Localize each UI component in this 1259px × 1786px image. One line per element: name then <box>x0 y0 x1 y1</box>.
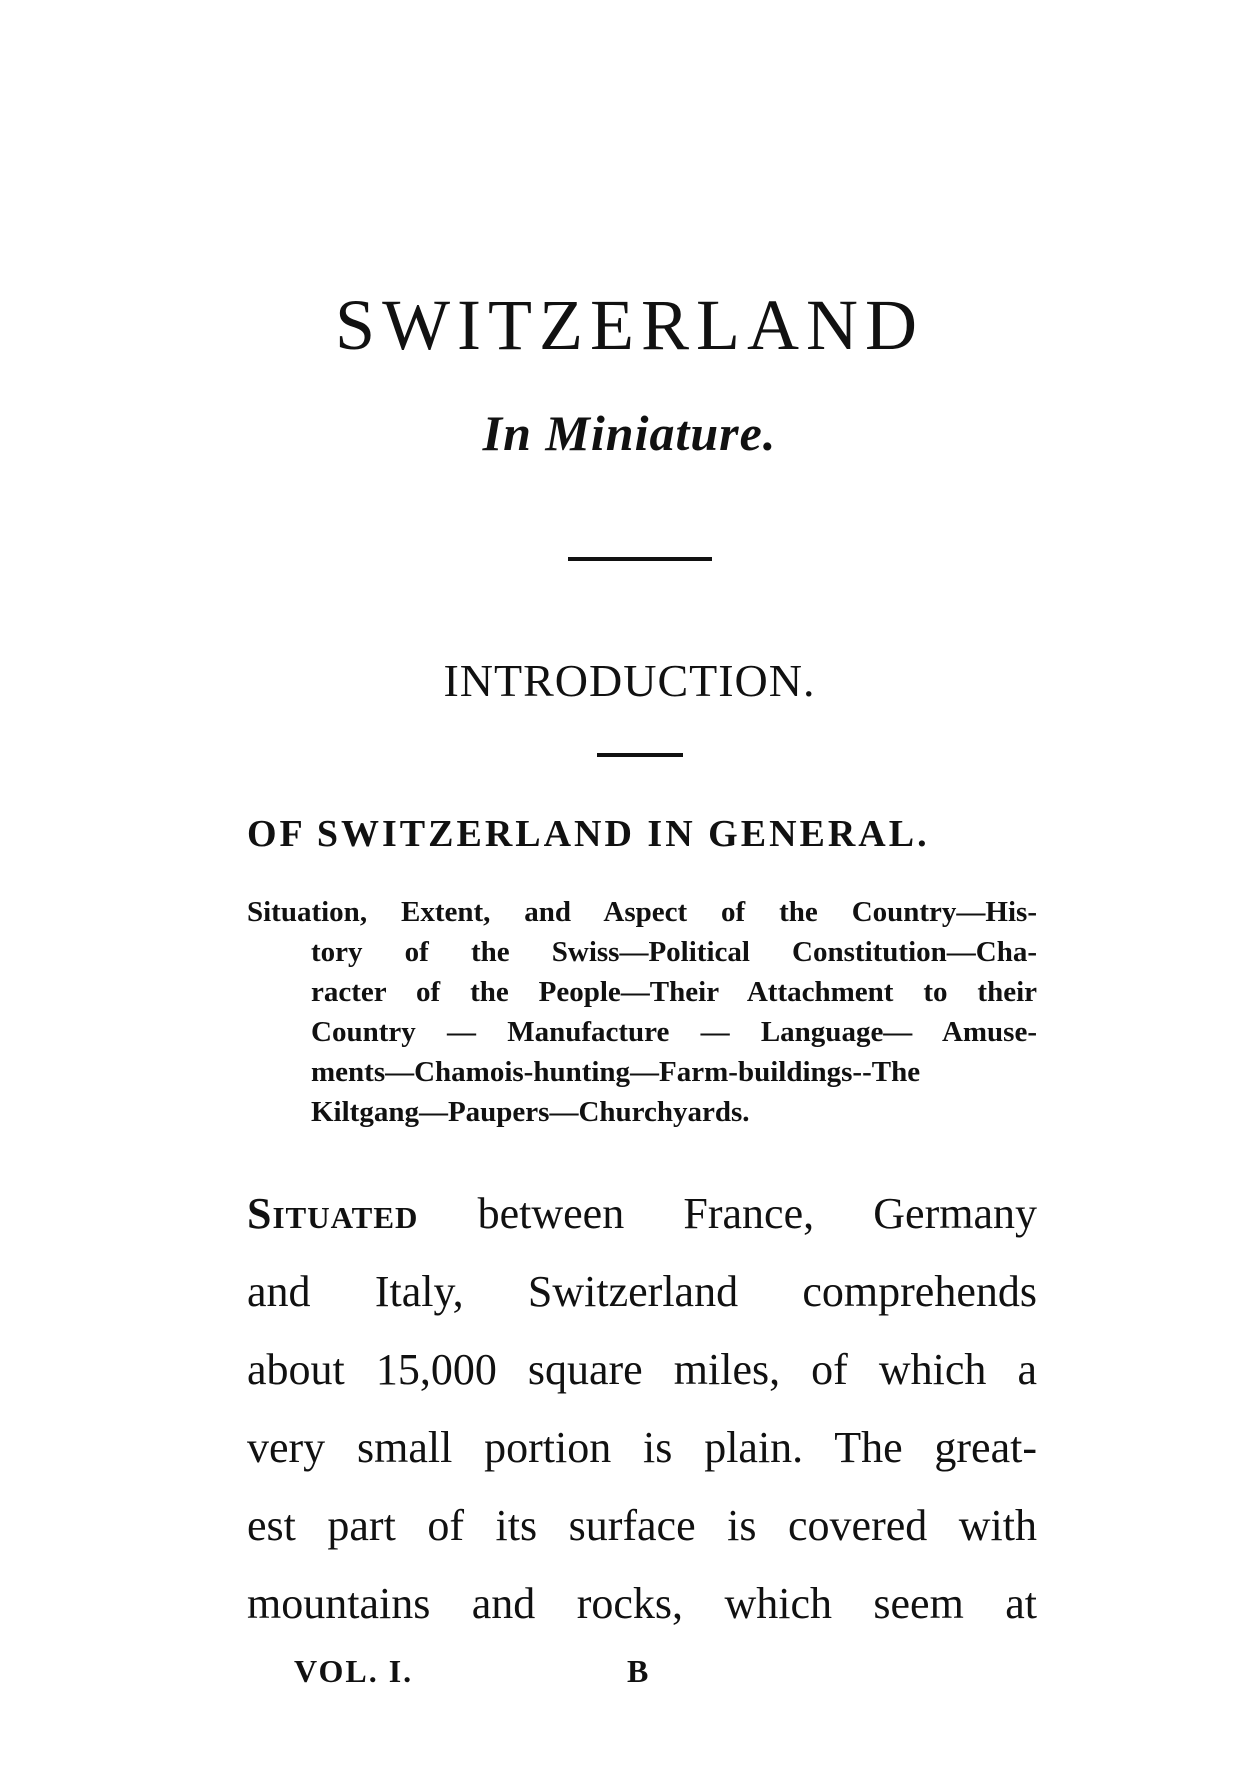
chapter-summary <box>247 892 1037 1132</box>
decorative-rule-bottom <box>597 753 683 757</box>
body-line: and Italy, Switzerland comprehends <box>247 1267 1037 1316</box>
body-line: about 15,000 square miles, of which a <box>247 1345 1037 1394</box>
body-line: mountains and rocks, which seem at <box>247 1579 1037 1628</box>
section-heading: OF SWITZERLAND IN GENERAL. <box>247 813 930 855</box>
chapter-heading: INTRODUCTION. <box>443 655 816 706</box>
volume-label: VOL. I. <box>294 1653 414 1689</box>
opening-word: Situated <box>247 1189 419 1238</box>
body-line: very small portion is plain. The great- <box>247 1423 1037 1472</box>
first-line-text: between France, Germany <box>418 1189 1037 1238</box>
body-line-first <box>247 1175 1037 1253</box>
decorative-rule-top <box>568 557 712 561</box>
summary-line: Kiltgang—Paupers—Churchyards. <box>311 1096 750 1128</box>
body-paragraph <box>247 1175 1037 1643</box>
summary-line: Country — Manufacture — Language— Amuse- <box>311 1016 1037 1048</box>
book-title: SWITZERLAND <box>335 285 924 365</box>
summary-line: ments—Chamois-hunting—Farm-buildings--The <box>311 1056 921 1088</box>
signature-mark: B <box>627 1653 649 1689</box>
book-subtitle: In Miniature. <box>482 405 777 461</box>
summary-line: racter of the People—Their Attachment to their <box>311 976 1037 1008</box>
summary-line: Situation, Extent, and Aspect of the Country—His- <box>247 896 1037 928</box>
body-line: est part of its surface is covered with <box>247 1501 1037 1550</box>
summary-line: tory of the Swiss—Political Constitution—Cha- <box>311 936 1037 968</box>
